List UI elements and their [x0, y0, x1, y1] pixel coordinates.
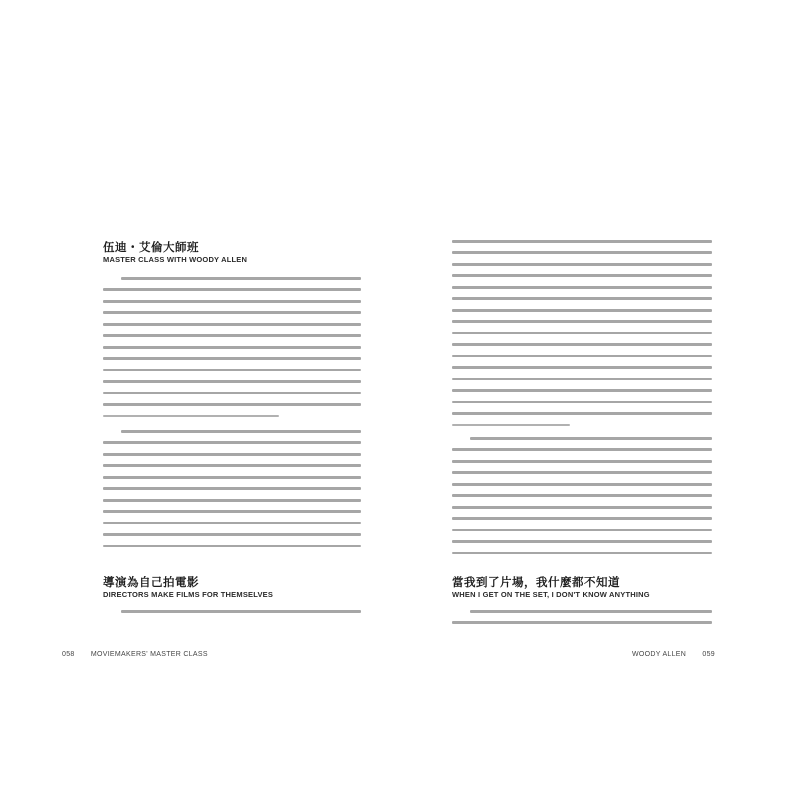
text-line	[103, 453, 361, 456]
text-line	[452, 263, 712, 266]
text-line	[452, 297, 712, 300]
section-heading	[103, 575, 363, 600]
text-line	[452, 366, 712, 369]
text-line	[103, 464, 361, 467]
text-line	[452, 424, 570, 427]
page-footer-left	[62, 651, 208, 658]
text-line	[452, 460, 712, 463]
section-title-en: DIRECTORS MAKE FILMS FOR THEMSELVES	[103, 590, 274, 599]
text-line	[121, 430, 361, 433]
text-line	[452, 309, 712, 312]
text-line	[103, 369, 361, 372]
section-title-zh: 導演為自己拍電影	[103, 575, 199, 589]
right-page	[400, 0, 800, 800]
text-line	[452, 540, 712, 543]
text-line	[103, 487, 361, 490]
body-text-block	[452, 437, 717, 563]
page-number: 058	[62, 651, 75, 658]
text-line	[103, 288, 361, 291]
text-line	[452, 401, 712, 404]
text-line	[452, 274, 712, 277]
page-footer-right	[632, 651, 715, 658]
text-line	[103, 346, 361, 349]
text-line	[103, 380, 361, 383]
text-line	[452, 251, 712, 254]
text-line	[103, 392, 361, 395]
text-line	[452, 286, 712, 289]
text-line	[470, 437, 712, 440]
text-line	[452, 355, 712, 358]
chapter-title-zh: 伍迪・艾倫大師班	[103, 240, 199, 254]
text-line	[103, 476, 361, 479]
chapter-title-en: MASTER CLASS WITH WOODY ALLEN	[103, 255, 248, 264]
body-text-block	[103, 277, 363, 426]
text-line	[121, 277, 361, 280]
running-title: MOVIEMAKERS' MASTER CLASS	[90, 651, 208, 658]
text-line	[452, 621, 712, 624]
text-line	[103, 323, 361, 326]
text-line	[470, 610, 712, 613]
text-line	[452, 412, 712, 415]
text-line	[452, 332, 712, 335]
text-line	[103, 357, 361, 360]
text-line	[103, 415, 279, 418]
text-line	[452, 471, 712, 474]
text-line	[121, 610, 361, 613]
text-line	[103, 311, 361, 314]
text-line	[103, 510, 361, 513]
text-line	[452, 389, 712, 392]
text-line	[452, 240, 712, 243]
text-line	[452, 517, 712, 520]
text-line	[103, 334, 361, 337]
text-line	[452, 378, 712, 381]
text-line	[103, 522, 361, 525]
text-line	[452, 343, 712, 346]
text-line	[452, 494, 712, 497]
section-heading	[452, 575, 752, 600]
text-line	[103, 300, 361, 303]
chapter-heading	[103, 240, 363, 265]
body-text-block	[452, 610, 717, 633]
text-line	[452, 552, 712, 555]
page-number: 059	[702, 651, 715, 658]
text-line	[103, 499, 361, 502]
text-line	[103, 533, 361, 536]
text-line	[103, 403, 361, 406]
running-title: WOODY ALLEN	[632, 651, 687, 658]
text-line	[452, 506, 712, 509]
text-line	[103, 545, 361, 548]
body-text-block	[103, 430, 363, 556]
section-title-zh: 當我到了片場，我什麼都不知道	[452, 575, 620, 589]
text-line	[452, 320, 712, 323]
text-line	[103, 441, 361, 444]
body-text-block	[103, 610, 363, 621]
text-line	[452, 529, 712, 532]
text-line	[452, 483, 712, 486]
section-title-en: WHEN I GET ON THE SET, I DON'T KNOW ANYTHING	[452, 590, 650, 599]
text-line	[452, 448, 712, 451]
body-text-block	[452, 240, 717, 435]
